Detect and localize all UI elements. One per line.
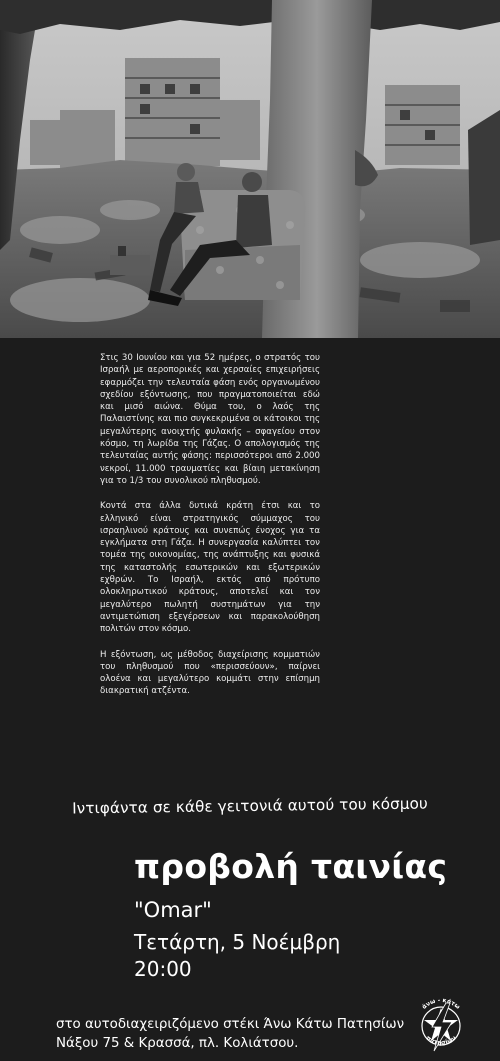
slogan: Ιντιφάντα σε κάθε γειτονιά αυτού του κόσμου [72, 794, 428, 818]
logo-bottom-text: πατησίων [424, 1034, 458, 1047]
event-film-name: "Omar" [134, 898, 212, 922]
event-date: Τετάρτη, 5 Νοέμβρη [134, 930, 341, 954]
article-paragraph: Η εξόντωση, ως μέθοδος διαχείρισης κομματιών του πληθυσμού που «περισσεύουν», παίρνει ολοένα και μεγαλύτερο κομμάτι στην επίσημη διακρατική ατζέντα. [100, 649, 320, 697]
bombed-building-photo [0, 0, 500, 338]
venue-address [56, 1015, 436, 1053]
venue-line-2: Νάξου 75 & Κρασσά, πλ. Κολιάτσου. [56, 1036, 299, 1051]
logo-top-text: άνω - κάτω [420, 996, 462, 1011]
event-title: προβολή ταινίας [134, 847, 448, 886]
header-photo [0, 0, 500, 338]
lightning-star-logo-icon [410, 995, 472, 1057]
venue-line-1: στο αυτοδιαχειριζόμενο στέκι Άνω Κάτω Πατησίων [56, 1017, 405, 1032]
event-time: 20:00 [134, 957, 192, 981]
article-body [100, 352, 320, 698]
article-paragraph: Κοντά στα άλλα δυτικά κράτη έτσι και το ελληνικό είναι στρατηγικός σύμμαχος του ισραηλινού κράτους και συνεπώς ένοχος για τα εγκλήματα στη Γάζα. Η συνεργασία καλύπτει τον τομέα της οικονομίας, της ανάπτυξης και φυσικά της καταστολής εσωτερικών και εξωτερικών εχθρών. Το Ισραήλ, εκτός από πρότυπο ολοκληρωτικού κράτους, αποτελεί και τον μεγαλύτερο πωλητή συστημάτων για την αντιμετώπιση εξεγέρσεων και παρακολούθηση πολιτών στον κόσμο. [100, 501, 320, 635]
article-paragraph: Στις 30 Ιουνίου και για 52 ημέρες, ο στρατός του Ισραήλ με αεροπορικές και χερσαίες επιχειρήσεις εφαρμόζει την τελευταία φάση ενός οργανωμένου σχεδίου εξόντωσης, που πραγματοποιείται εδώ και μισό αιώνα. Θύμα του, ο λαός της Παλαιστίνης και πιο συγκεκριμένα οι κάτοικοι της μεγαλύτερης ανοιχτής φυλακής – σφαγείου στον κόσμο, τη λωρίδα της Γάζας. Ο απολογισμός της τελευταίας αυτής φάσης: περισσότεροι από 2.000 νεκροί, 11.000 τραυματίες και βίαιη μετακίνηση για το 1/3 του συνολικού πληθυσμού. [100, 353, 320, 486]
